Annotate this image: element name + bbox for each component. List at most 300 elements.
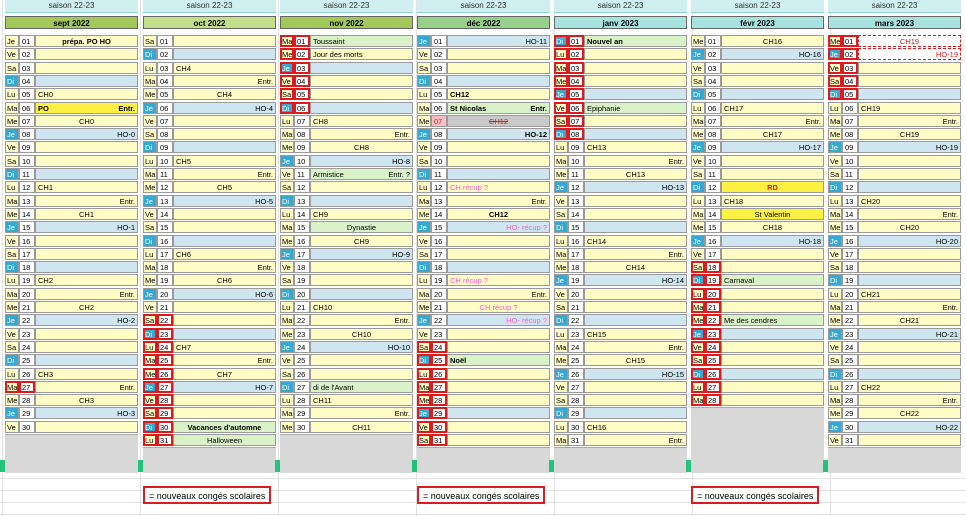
event-cell[interactable] [35, 274, 138, 286]
date-cell[interactable]: 24 [842, 341, 858, 353]
day-cell[interactable]: Je [417, 35, 431, 47]
event-cell[interactable] [447, 102, 550, 114]
day-cell[interactable]: Me [145, 183, 156, 193]
day-cell[interactable]: Ma [282, 223, 293, 233]
event-cell[interactable] [858, 195, 961, 207]
day-cell[interactable]: Ma [830, 116, 841, 126]
day-cell[interactable]: Ma [693, 209, 704, 219]
day-cell[interactable]: Lu [143, 62, 157, 74]
event-cell[interactable] [447, 421, 550, 433]
day-cell[interactable]: Me [7, 396, 18, 406]
event-cell[interactable] [584, 421, 687, 433]
event-cell[interactable] [35, 168, 138, 180]
event-cell[interactable] [584, 354, 687, 366]
event-cell[interactable] [35, 102, 138, 114]
day-cell[interactable]: Me [282, 422, 293, 432]
day-cell[interactable]: Sa [5, 341, 19, 353]
day-cell[interactable]: Lu [691, 288, 705, 300]
day-cell[interactable]: Di [828, 368, 842, 380]
date-cell[interactable]: 28 [294, 394, 310, 406]
event-cell[interactable] [584, 368, 687, 380]
date-cell[interactable]: 30 [842, 421, 858, 433]
date-cell[interactable]: 06 [842, 102, 858, 114]
event-cell[interactable] [310, 314, 413, 326]
event-cell[interactable] [858, 248, 961, 260]
day-cell[interactable]: Lu [5, 274, 19, 286]
day-cell[interactable]: Sa [143, 221, 157, 233]
date-cell[interactable]: 26 [431, 368, 447, 380]
day-cell[interactable]: Sa [554, 208, 568, 220]
day-cell[interactable]: Di [417, 354, 431, 366]
date-cell[interactable]: 11 [431, 168, 447, 180]
day-cell[interactable]: Sa [280, 368, 294, 380]
day-cell[interactable]: Lu [828, 288, 842, 300]
day-cell[interactable]: Sa [5, 62, 19, 74]
day-cell[interactable]: Di [5, 168, 19, 180]
event-cell[interactable] [584, 314, 687, 326]
date-cell[interactable]: 01 [294, 35, 310, 47]
date-cell[interactable]: 09 [157, 141, 173, 153]
date-cell[interactable]: 24 [431, 341, 447, 353]
event-cell[interactable] [858, 115, 961, 127]
event-cell[interactable] [173, 354, 276, 366]
date-cell[interactable]: 24 [294, 341, 310, 353]
date-cell[interactable]: 03 [431, 62, 447, 74]
date-cell[interactable]: 10 [705, 155, 721, 167]
date-cell[interactable]: 28 [157, 394, 173, 406]
event-cell[interactable] [173, 35, 276, 47]
day-cell[interactable]: Je [554, 88, 568, 100]
date-cell[interactable]: 07 [705, 115, 721, 127]
event-cell[interactable] [173, 221, 276, 233]
day-cell[interactable]: Di [417, 75, 431, 87]
day-cell[interactable]: Lu [5, 181, 19, 193]
event-cell[interactable] [173, 128, 276, 140]
date-cell[interactable]: 06 [19, 102, 35, 114]
event-cell[interactable] [310, 195, 413, 207]
date-cell[interactable]: 14 [705, 208, 721, 220]
day-cell[interactable]: Ve [691, 341, 705, 353]
event-cell[interactable] [447, 115, 550, 127]
event-cell[interactable] [310, 115, 413, 127]
event-cell[interactable] [35, 128, 138, 140]
day-cell[interactable]: Lu [417, 88, 431, 100]
day-cell[interactable]: Ve [280, 354, 294, 366]
date-cell[interactable]: 29 [157, 407, 173, 419]
event-cell[interactable] [173, 168, 276, 180]
event-cell[interactable] [447, 261, 550, 273]
day-cell[interactable]: Sa [554, 301, 568, 313]
day-cell[interactable]: Me [419, 116, 430, 126]
event-cell[interactable] [310, 221, 413, 233]
date-cell[interactable]: 14 [294, 208, 310, 220]
day-cell[interactable]: Lu [554, 421, 568, 433]
date-cell[interactable]: 31 [157, 434, 173, 446]
event-cell[interactable] [35, 407, 138, 419]
date-cell[interactable]: 15 [294, 221, 310, 233]
event-cell[interactable] [858, 274, 961, 286]
day-cell[interactable]: Sa [143, 407, 157, 419]
event-cell[interactable] [584, 235, 687, 247]
month-header[interactable]: oct 2022 [143, 16, 276, 29]
event-cell[interactable] [858, 181, 961, 193]
day-cell[interactable]: Ma [282, 316, 293, 326]
event-cell[interactable] [35, 328, 138, 340]
date-cell[interactable]: 16 [431, 235, 447, 247]
day-cell[interactable]: Di [143, 421, 157, 433]
date-cell[interactable]: 06 [431, 102, 447, 114]
day-cell[interactable]: Me [556, 356, 567, 366]
date-cell[interactable]: 29 [294, 407, 310, 419]
day-cell[interactable]: Lu [280, 115, 294, 127]
day-cell[interactable]: Ve [417, 421, 431, 433]
event-cell[interactable] [35, 314, 138, 326]
event-cell[interactable] [447, 62, 550, 74]
date-cell[interactable]: 29 [431, 407, 447, 419]
day-cell[interactable]: Sa [691, 168, 705, 180]
event-cell[interactable] [858, 341, 961, 353]
event-cell[interactable] [447, 141, 550, 153]
day-cell[interactable]: Di [554, 407, 568, 419]
date-cell[interactable]: 17 [705, 248, 721, 260]
day-cell[interactable]: Ve [417, 141, 431, 153]
day-cell[interactable]: Di [280, 288, 294, 300]
day-cell[interactable]: Sa [691, 75, 705, 87]
day-cell[interactable]: Ve [691, 62, 705, 74]
event-cell[interactable] [310, 128, 413, 140]
event-cell[interactable] [721, 88, 824, 100]
date-cell[interactable]: 23 [842, 328, 858, 340]
date-cell[interactable]: 01 [842, 35, 858, 47]
event-cell[interactable] [584, 261, 687, 273]
date-cell[interactable]: 23 [705, 328, 721, 340]
date-cell[interactable]: 28 [431, 394, 447, 406]
event-cell[interactable] [310, 155, 413, 167]
day-cell[interactable]: Di [554, 221, 568, 233]
day-cell[interactable]: Di [691, 181, 705, 193]
day-cell[interactable]: Sa [280, 274, 294, 286]
event-cell[interactable] [584, 274, 687, 286]
day-cell[interactable]: Je [691, 48, 705, 60]
event-cell[interactable] [721, 274, 824, 286]
day-cell[interactable]: Ve [143, 115, 157, 127]
date-cell[interactable]: 01 [431, 35, 447, 47]
date-cell[interactable]: 01 [157, 35, 173, 47]
event-cell[interactable] [858, 421, 961, 433]
event-cell[interactable] [584, 48, 687, 60]
day-cell[interactable]: Lu [554, 48, 568, 60]
day-cell[interactable]: Di [554, 128, 568, 140]
event-cell[interactable] [310, 62, 413, 74]
date-cell[interactable]: 14 [19, 208, 35, 220]
day-cell[interactable]: Di [417, 261, 431, 273]
event-cell[interactable] [447, 208, 550, 220]
event-cell[interactable] [173, 407, 276, 419]
date-cell[interactable]: 07 [568, 115, 584, 127]
event-cell[interactable] [447, 328, 550, 340]
event-cell[interactable] [858, 261, 961, 273]
date-cell[interactable]: 02 [705, 48, 721, 60]
event-cell[interactable] [721, 35, 824, 47]
day-cell[interactable]: Je [554, 368, 568, 380]
event-cell[interactable] [447, 288, 550, 300]
date-cell[interactable]: 03 [842, 62, 858, 74]
date-cell[interactable]: 26 [294, 368, 310, 380]
date-cell[interactable]: 06 [568, 102, 584, 114]
day-cell[interactable]: Di [691, 88, 705, 100]
day-cell[interactable]: Me [145, 369, 156, 379]
day-cell[interactable]: Ma [693, 303, 704, 312]
date-cell[interactable]: 06 [705, 102, 721, 114]
event-cell[interactable] [584, 115, 687, 127]
date-cell[interactable]: 21 [568, 301, 584, 313]
day-cell[interactable]: Me [830, 37, 841, 46]
month-header[interactable]: mars 2023 [828, 16, 961, 29]
event-cell[interactable] [173, 434, 276, 446]
date-cell[interactable]: 13 [431, 195, 447, 207]
event-cell[interactable] [858, 141, 961, 153]
day-cell[interactable]: Me [556, 76, 567, 86]
event-cell[interactable] [310, 354, 413, 366]
event-cell[interactable] [721, 301, 824, 313]
day-cell[interactable]: Je [143, 102, 157, 114]
event-cell[interactable] [35, 155, 138, 167]
event-cell[interactable] [584, 394, 687, 406]
date-cell[interactable]: 09 [842, 141, 858, 153]
event-cell[interactable] [858, 328, 961, 340]
day-cell[interactable]: Ve [417, 328, 431, 340]
date-cell[interactable]: 31 [568, 434, 584, 446]
date-cell[interactable]: 05 [294, 88, 310, 100]
date-cell[interactable]: 10 [294, 155, 310, 167]
event-cell[interactable] [35, 115, 138, 127]
day-cell[interactable]: Je [5, 35, 19, 47]
date-cell[interactable]: 19 [157, 274, 173, 286]
day-cell[interactable]: Ve [5, 48, 19, 60]
day-cell[interactable]: Sa [5, 248, 19, 260]
day-cell[interactable]: Me [556, 170, 567, 179]
event-cell[interactable] [310, 328, 413, 340]
date-cell[interactable]: 08 [294, 128, 310, 140]
day-cell[interactable]: Je [417, 221, 431, 233]
date-cell[interactable]: 25 [842, 354, 858, 366]
date-cell[interactable]: 26 [842, 368, 858, 380]
date-cell[interactable]: 25 [431, 354, 447, 366]
date-cell[interactable]: 12 [294, 181, 310, 193]
date-cell[interactable]: 30 [294, 421, 310, 433]
event-cell[interactable] [721, 128, 824, 140]
day-cell[interactable]: Sa [554, 394, 568, 406]
day-cell[interactable]: Ma [693, 116, 704, 126]
date-cell[interactable]: 26 [568, 368, 584, 380]
date-cell[interactable]: 10 [842, 155, 858, 167]
event-cell[interactable] [35, 248, 138, 260]
day-cell[interactable]: Me [282, 236, 293, 246]
date-cell[interactable]: 04 [705, 75, 721, 87]
date-cell[interactable]: 11 [19, 168, 35, 180]
event-cell[interactable] [447, 314, 550, 326]
event-cell[interactable] [584, 208, 687, 220]
day-cell[interactable]: Lu [554, 235, 568, 247]
date-cell[interactable]: 12 [19, 181, 35, 193]
date-cell[interactable]: 18 [294, 261, 310, 273]
event-cell[interactable] [447, 354, 550, 366]
event-cell[interactable] [858, 168, 961, 180]
date-cell[interactable]: 18 [842, 261, 858, 273]
event-cell[interactable] [858, 221, 961, 233]
date-cell[interactable]: 07 [157, 115, 173, 127]
event-cell[interactable] [858, 381, 961, 393]
event-cell[interactable] [447, 381, 550, 393]
event-cell[interactable] [173, 248, 276, 260]
event-cell[interactable] [173, 314, 276, 326]
event-cell[interactable] [173, 235, 276, 247]
day-cell[interactable]: Ma [419, 382, 430, 392]
event-cell[interactable] [584, 407, 687, 419]
day-cell[interactable]: Je [143, 381, 157, 393]
day-cell[interactable]: Lu [417, 368, 431, 380]
date-cell[interactable]: 30 [19, 421, 35, 433]
event-cell[interactable] [584, 328, 687, 340]
day-cell[interactable]: Ve [828, 248, 842, 260]
event-cell[interactable] [447, 155, 550, 167]
day-cell[interactable]: Ma [282, 409, 293, 419]
event-cell[interactable] [310, 341, 413, 353]
event-cell[interactable] [173, 75, 276, 87]
date-cell[interactable]: 19 [294, 274, 310, 286]
event-cell[interactable] [721, 75, 824, 87]
date-cell[interactable]: 16 [705, 235, 721, 247]
date-cell[interactable]: 22 [568, 314, 584, 326]
event-cell[interactable] [35, 35, 138, 47]
day-cell[interactable]: Lu [280, 208, 294, 220]
date-cell[interactable]: 19 [19, 274, 35, 286]
day-cell[interactable]: Je [828, 235, 842, 247]
date-cell[interactable]: 31 [842, 434, 858, 446]
date-cell[interactable]: 25 [19, 354, 35, 366]
date-cell[interactable]: 08 [568, 128, 584, 140]
date-cell[interactable]: 22 [157, 314, 173, 326]
day-cell[interactable]: Me [7, 209, 18, 219]
event-cell[interactable] [721, 181, 824, 193]
day-cell[interactable]: Me [419, 396, 430, 406]
event-cell[interactable] [721, 102, 824, 114]
date-cell[interactable]: 28 [705, 394, 721, 406]
event-cell[interactable] [173, 48, 276, 60]
date-cell[interactable]: 30 [568, 421, 584, 433]
day-cell[interactable]: Ve [5, 141, 19, 153]
day-cell[interactable]: Je [828, 141, 842, 153]
date-cell[interactable]: 16 [19, 235, 35, 247]
date-cell[interactable]: 12 [157, 181, 173, 193]
day-cell[interactable]: Ve [554, 102, 568, 114]
day-cell[interactable]: Lu [691, 381, 705, 393]
date-cell[interactable]: 18 [568, 261, 584, 273]
event-cell[interactable] [447, 368, 550, 380]
day-cell[interactable]: Lu [691, 102, 705, 114]
day-cell[interactable]: Ma [145, 356, 156, 366]
day-cell[interactable]: Je [417, 407, 431, 419]
date-cell[interactable]: 12 [431, 181, 447, 193]
date-cell[interactable]: 04 [157, 75, 173, 87]
date-cell[interactable]: 17 [19, 248, 35, 260]
date-cell[interactable]: 19 [842, 274, 858, 286]
date-cell[interactable]: 23 [568, 328, 584, 340]
month-header[interactable]: sept 2022 [5, 16, 138, 29]
day-cell[interactable]: Lu [554, 141, 568, 153]
date-cell[interactable]: 10 [157, 155, 173, 167]
day-cell[interactable]: Je [554, 274, 568, 286]
day-cell[interactable]: Sa [828, 75, 842, 87]
event-cell[interactable] [584, 195, 687, 207]
date-cell[interactable]: 01 [568, 35, 584, 47]
date-cell[interactable]: 27 [294, 381, 310, 393]
day-cell[interactable]: Je [417, 314, 431, 326]
event-cell[interactable] [721, 141, 824, 153]
event-cell[interactable] [310, 208, 413, 220]
day-cell[interactable]: Di [143, 141, 157, 153]
day-cell[interactable]: Ve [828, 434, 842, 446]
date-cell[interactable]: 15 [842, 221, 858, 233]
day-cell[interactable]: Ve [5, 421, 19, 433]
event-cell[interactable] [173, 155, 276, 167]
date-cell[interactable]: 12 [705, 181, 721, 193]
event-cell[interactable] [858, 128, 961, 140]
date-cell[interactable]: 19 [568, 274, 584, 286]
event-cell[interactable] [35, 368, 138, 380]
day-cell[interactable]: Sa [5, 155, 19, 167]
date-cell[interactable]: 20 [431, 288, 447, 300]
day-cell[interactable]: Di [554, 314, 568, 326]
event-cell[interactable] [35, 75, 138, 87]
date-cell[interactable]: 14 [157, 208, 173, 220]
day-cell[interactable]: Ma [830, 209, 841, 219]
date-cell[interactable]: 19 [705, 274, 721, 286]
date-cell[interactable]: 27 [19, 381, 35, 393]
day-cell[interactable]: Ve [554, 288, 568, 300]
date-cell[interactable]: 20 [294, 288, 310, 300]
day-cell[interactable]: Di [828, 181, 842, 193]
day-cell[interactable]: Di [280, 381, 294, 393]
event-cell[interactable] [35, 421, 138, 433]
event-cell[interactable] [173, 195, 276, 207]
event-cell[interactable] [173, 88, 276, 100]
date-cell[interactable]: 08 [431, 128, 447, 140]
date-cell[interactable]: 14 [568, 208, 584, 220]
day-cell[interactable]: Lu [143, 248, 157, 260]
event-cell[interactable] [584, 381, 687, 393]
event-cell[interactable] [584, 168, 687, 180]
event-cell[interactable] [721, 115, 824, 127]
date-cell[interactable]: 02 [431, 48, 447, 60]
date-cell[interactable]: 23 [431, 328, 447, 340]
day-cell[interactable]: Me [145, 276, 156, 286]
event-cell[interactable] [584, 128, 687, 140]
day-cell[interactable]: Ve [280, 261, 294, 273]
day-cell[interactable]: Di [828, 274, 842, 286]
day-cell[interactable]: Je [417, 128, 431, 140]
date-cell[interactable]: 05 [19, 88, 35, 100]
date-cell[interactable]: 09 [568, 141, 584, 153]
day-cell[interactable]: Lu [691, 195, 705, 207]
date-cell[interactable]: 09 [19, 141, 35, 153]
day-cell[interactable]: Ma [419, 196, 430, 206]
day-cell[interactable]: Ve [554, 195, 568, 207]
event-cell[interactable] [584, 75, 687, 87]
event-cell[interactable] [35, 62, 138, 74]
event-cell[interactable] [858, 301, 961, 313]
date-cell[interactable]: 18 [431, 261, 447, 273]
